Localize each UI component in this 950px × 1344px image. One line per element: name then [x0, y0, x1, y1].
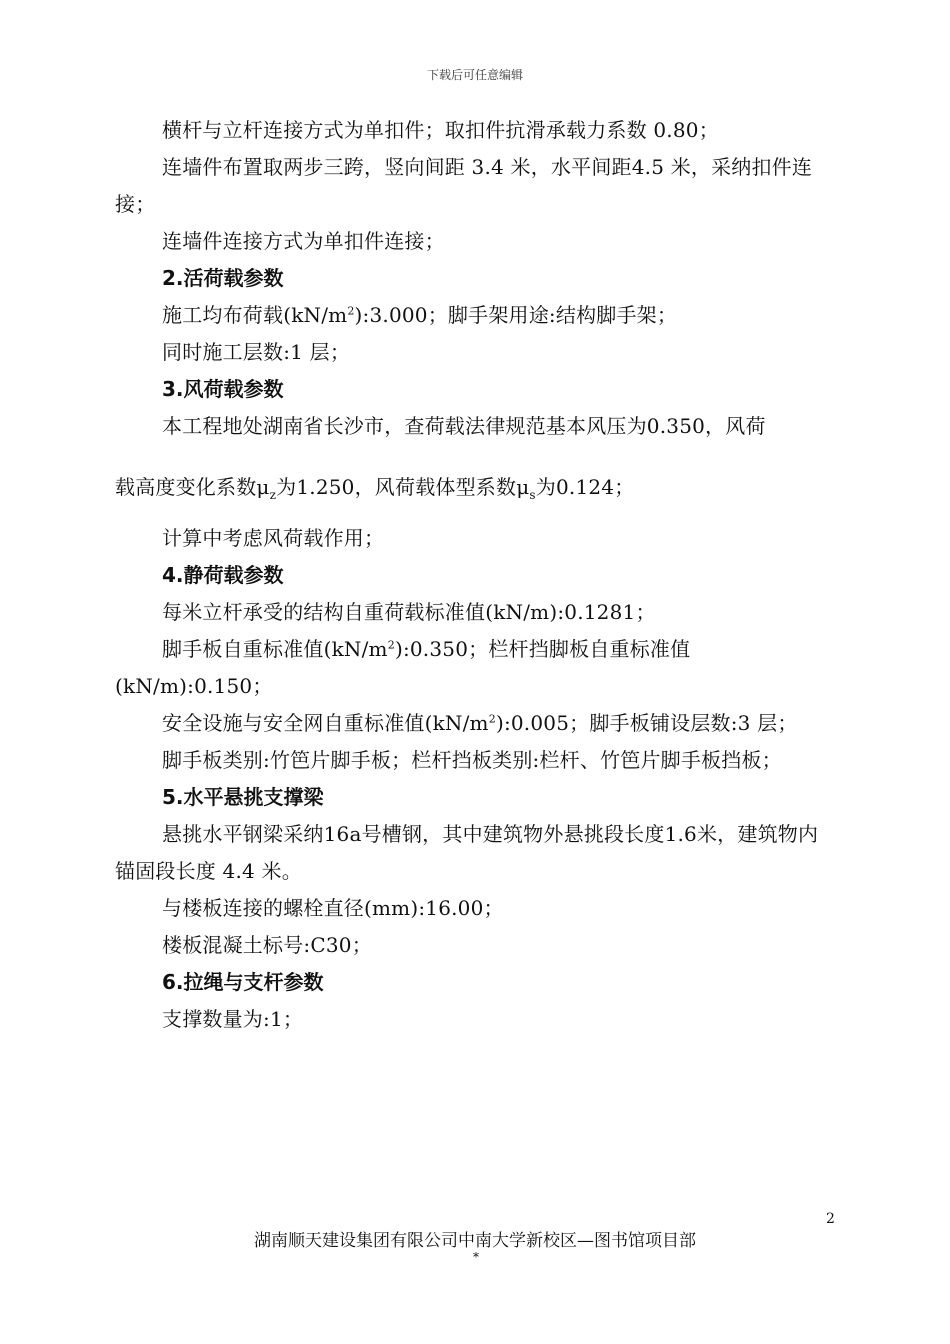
paragraph-wind-consideration: 计算中考虑风荷载作用； — [162, 526, 385, 550]
text-segment: ):3.000；脚手架用途:结构脚手架； — [354, 303, 678, 327]
subscript: z — [269, 488, 277, 502]
text-segment: 安全设施与安全网自重标准值(kN/m — [162, 711, 489, 735]
footer-mark: * — [473, 1250, 479, 1264]
paragraph-safety-net — [115, 705, 830, 742]
section-heading-live-load: 2.活荷载参数 — [162, 266, 284, 290]
paragraph-wall-tie-layout: 连墙件布置取两步三跨，竖向间距 3.4 米，水平间距4.5 米，采纳扣件连接； — [115, 155, 813, 216]
paragraph-floors: 同时施工层数:1 层； — [162, 340, 351, 364]
paragraph-board-type: 脚手板类别:竹笆片脚手板；栏杆挡板类别:栏杆、竹笆片脚手板挡板； — [162, 748, 782, 772]
section-heading-static-load: 4.静荷载参数 — [162, 563, 284, 587]
paragraph-pole-self-weight: 每米立杆承受的结构自重荷载标准值(kN/m):0.1281； — [162, 600, 656, 624]
paragraph-fastener: 横杆与立杆连接方式为单扣件；取扣件抗滑承载力系数 0.80； — [162, 118, 719, 142]
paragraph-bolt-diameter: 与楼板连接的螺栓直径(mm):16.00； — [162, 896, 504, 920]
text-segment: 施工均布荷载(kN/m — [162, 303, 348, 327]
section-heading-rope-strut: 6.拉绳与支杆参数 — [162, 970, 324, 994]
document-body — [115, 112, 830, 1038]
paragraph-support-count: 支撑数量为:1； — [162, 1007, 304, 1031]
text-segment: 为1.250，风荷载体型系数μ — [276, 475, 530, 499]
superscript: 2 — [488, 712, 496, 726]
paragraph-wall-tie-connection: 连墙件连接方式为单扣件连接； — [162, 229, 445, 253]
paragraph-concrete-grade: 楼板混凝土标号:C30； — [162, 933, 372, 957]
subscript: s — [529, 488, 536, 502]
text-segment: ):0.005；脚手板铺设层数:3 层； — [495, 711, 798, 735]
text-segment: 载高度变化系数μ — [115, 475, 270, 499]
paragraph-wind-pressure: 本工程地处湖南省长沙市，查荷载法律规范基本风压为0.350，风荷 — [162, 414, 766, 438]
text-segment: 为0.124； — [535, 475, 635, 499]
paragraph-construction-load — [115, 297, 830, 334]
section-heading-cantilever-beam: 5.水平悬挑支撑梁 — [162, 785, 324, 809]
footer-company: 湖南顺天建设集团有限公司中南大学新校区—图书馆项目部 — [254, 1231, 696, 1251]
header-note: 下载后可任意编辑 — [426, 68, 523, 82]
text-segment: ):0.350；栏杆挡脚板自重标准值(kN/m):0.150； — [115, 637, 691, 698]
superscript: 2 — [347, 304, 355, 318]
section-heading-wind-load: 3.风荷载参数 — [162, 377, 284, 401]
paragraph-board-self-weight — [115, 631, 830, 705]
paragraph-wind-coefficients — [115, 469, 830, 506]
paragraph-steel-beam: 悬挑水平钢梁采纳16a号槽钢，其中建筑物外悬挑段长度1.6米，建筑物内锚固段长度 4.4 米。 — [115, 822, 819, 883]
page-number: 2 — [826, 1211, 835, 1227]
superscript: 2 — [387, 638, 395, 652]
text-segment: 脚手板自重标准值(kN/m — [162, 637, 388, 661]
